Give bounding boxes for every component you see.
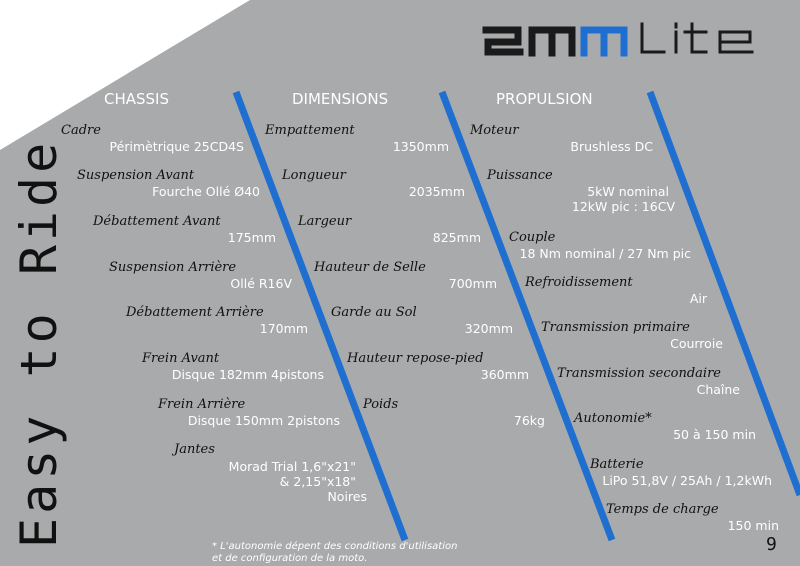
spec-label: Frein Arrière [158, 397, 246, 412]
spec-value: Chaîne [696, 382, 740, 397]
spec-label: Autonomie* [574, 411, 652, 426]
spec-value: Disque 150mm 2pistons [187, 413, 340, 428]
page-number: 9 [766, 534, 777, 555]
spec-value: Disque 182mm 4pistons [171, 367, 324, 382]
spec-value: 175mm [227, 230, 276, 245]
spec-value: Courroie [670, 336, 723, 351]
spec-label: Jantes [174, 442, 215, 457]
spec-value: & 2,15"x18" [279, 474, 356, 489]
spec-value: 12kW pic : 16CV [571, 199, 675, 214]
spec-value: Brushless DC [570, 139, 653, 154]
spec-value: 1350mm [392, 139, 449, 154]
spec-label: Largeur [298, 214, 352, 229]
spec-value: Morad Trial 1,6"x21" [228, 459, 356, 474]
tagline: Easy to Ride [10, 138, 68, 548]
spec-label: Transmission secondaire [557, 366, 721, 381]
spec-label: Moteur [470, 123, 519, 138]
spec-value: Noires [327, 489, 367, 504]
spec-value: 2035mm [408, 184, 465, 199]
spec-label: Couple [509, 230, 556, 245]
spec-value: Fourche Ollé Ø40 [152, 184, 260, 199]
spec-label: Puissance [487, 168, 553, 183]
spec-label: Débattement Arrière [126, 305, 264, 320]
footnote-line-2: et de configuration de la moto. [212, 553, 368, 564]
footnote [212, 541, 457, 565]
spec-label: Batterie [590, 457, 644, 472]
spec-value: Périmètrique 25CD4S [109, 139, 244, 154]
spec-label: Transmission primaire [541, 320, 690, 335]
spec-value: 170mm [259, 321, 308, 336]
spec-value: 5kW nominal [587, 184, 669, 199]
spec-label: Hauteur de Selle [314, 260, 426, 275]
emlite-logo [480, 20, 770, 60]
spec-value: Air [689, 291, 707, 306]
header-chassis: CHASSIS [104, 90, 170, 108]
spec-label: Cadre [61, 123, 101, 138]
spec-label: Suspension Arrière [109, 260, 237, 275]
header-dimensions: DIMENSIONS [292, 90, 389, 108]
spec-label: Garde au Sol [331, 305, 417, 320]
spec-value: LiPo 51,8V / 25Ah / 1,2kWh [602, 473, 772, 488]
spec-label: Poids [363, 397, 399, 412]
spec-value: 360mm [480, 367, 529, 382]
spec-value: 825mm [432, 230, 481, 245]
spec-label: Débattement Avant [93, 214, 221, 229]
spec-label: Empattement [265, 123, 355, 138]
spec-value: 150 min [727, 518, 779, 533]
spec-label: Frein Avant [142, 351, 220, 366]
spec-label: Hauteur repose-pied [347, 351, 484, 366]
spec-value: 320mm [464, 321, 513, 336]
footnote-line-1: * L'autonomie dépent des conditions d'utilisation [212, 541, 458, 552]
spec-value: 50 à 150 min [673, 427, 756, 442]
header-propulsion: PROPULSION [496, 90, 593, 108]
spec-label: Refroidissement [525, 275, 633, 290]
spec-value: 76kg [513, 413, 545, 428]
spec-value: 18 Nm nominal / 27 Nm pic [519, 246, 691, 261]
spec-label: Longueur [282, 168, 346, 183]
spec-value: 700mm [448, 276, 497, 291]
spec-value: Ollé R16V [230, 276, 292, 291]
spec-label: Temps de charge [606, 502, 719, 517]
spec-label: Suspension Avant [77, 168, 195, 183]
